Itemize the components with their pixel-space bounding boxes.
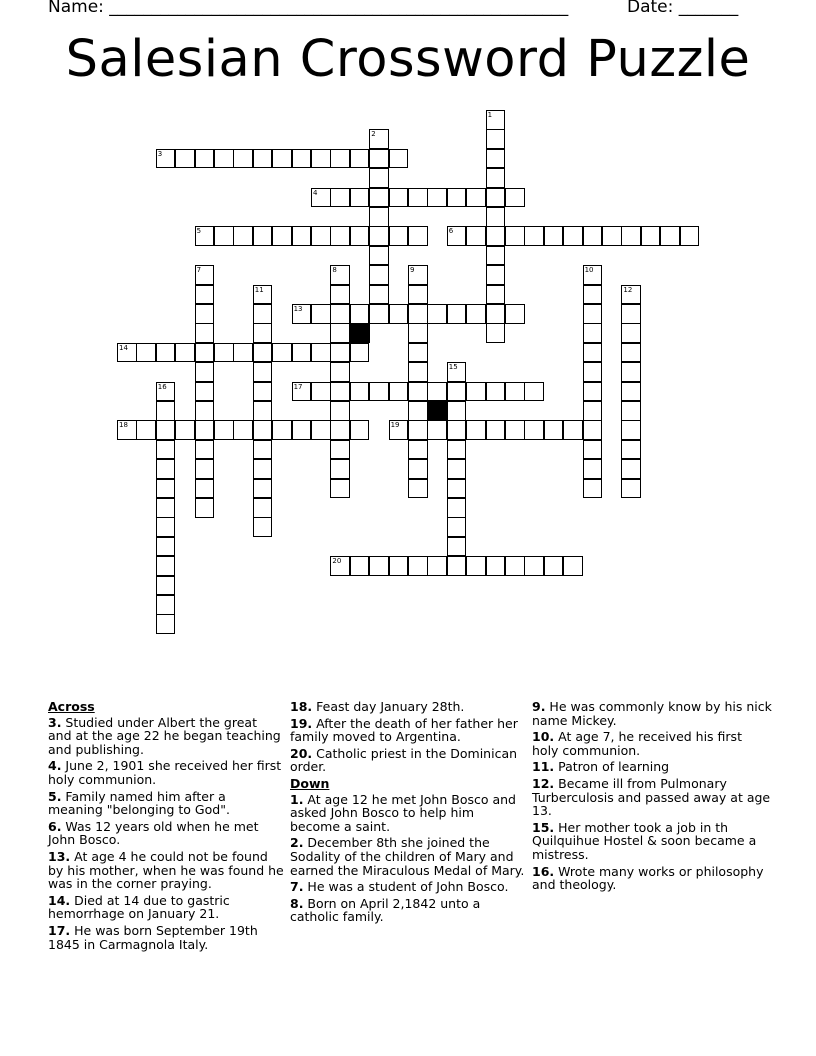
clue-item bbox=[48, 820, 284, 847]
clue-item bbox=[48, 759, 284, 786]
clue-item-text: Catholic priest in the Dominican order. bbox=[290, 745, 518, 775]
clue-item-number: 9. bbox=[532, 699, 546, 714]
clue-item-number: 3. bbox=[48, 714, 62, 730]
grid-cell[interactable] bbox=[214, 226, 234, 246]
grid-cell[interactable] bbox=[466, 556, 486, 576]
grid-cell[interactable] bbox=[408, 362, 428, 382]
grid-cell[interactable] bbox=[156, 537, 176, 557]
down-heading: Down bbox=[290, 775, 330, 791]
grid-cell[interactable] bbox=[505, 556, 525, 576]
grid-cell[interactable] bbox=[156, 479, 176, 499]
grid-cell[interactable] bbox=[156, 440, 176, 460]
grid-cell[interactable] bbox=[583, 285, 603, 305]
grid-cell[interactable] bbox=[583, 479, 603, 499]
grid-cell[interactable] bbox=[330, 343, 350, 363]
grid-cell[interactable] bbox=[330, 149, 350, 169]
clue-item-number: 12. bbox=[532, 775, 555, 791]
grid-cell[interactable] bbox=[486, 382, 506, 402]
grid-cell[interactable] bbox=[486, 265, 506, 285]
clue-item-number: 14. bbox=[48, 892, 71, 908]
grid-cell[interactable] bbox=[505, 420, 525, 440]
grid-cell[interactable] bbox=[350, 304, 370, 324]
grid-cell[interactable] bbox=[486, 226, 506, 246]
grid-cell[interactable] bbox=[486, 246, 506, 266]
clue-number: 13 bbox=[293, 305, 303, 313]
grid-cell[interactable] bbox=[330, 226, 350, 246]
clue-number: 5 bbox=[196, 227, 202, 236]
grid-cell[interactable] bbox=[486, 556, 506, 576]
clue-item bbox=[48, 894, 284, 921]
grid-cell[interactable] bbox=[195, 343, 215, 363]
grid-cell[interactable] bbox=[680, 226, 700, 246]
grid-cell[interactable] bbox=[583, 459, 603, 479]
grid-cell[interactable] bbox=[253, 362, 273, 382]
clue-item-number: 5. bbox=[48, 788, 62, 804]
grid-cell[interactable] bbox=[253, 149, 273, 169]
grid-cell[interactable] bbox=[195, 459, 215, 479]
grid-cell[interactable] bbox=[408, 401, 428, 421]
clue-item-text: December 8th she joined the Sodality of the children of Mary and earned the Miraculous Medal of Mary. bbox=[290, 835, 525, 878]
grid-cell[interactable] bbox=[369, 246, 389, 266]
grid-cell[interactable] bbox=[486, 129, 506, 149]
grid-cell[interactable] bbox=[253, 440, 273, 460]
grid-cell[interactable] bbox=[583, 226, 603, 246]
grid-cell[interactable] bbox=[408, 479, 428, 499]
grid-cell[interactable] bbox=[427, 382, 447, 402]
black-cell bbox=[427, 401, 447, 421]
grid-cell[interactable] bbox=[292, 420, 312, 440]
clue-number: 8 bbox=[332, 266, 337, 275]
grid-cell[interactable] bbox=[583, 343, 603, 363]
grid-cell[interactable] bbox=[427, 556, 447, 576]
grid-cell[interactable] bbox=[447, 537, 467, 557]
grid-cell[interactable] bbox=[486, 168, 506, 188]
grid-cell[interactable] bbox=[447, 440, 467, 460]
clue-item bbox=[290, 747, 526, 774]
grid-cell[interactable] bbox=[505, 226, 525, 246]
grid-cell[interactable] bbox=[156, 517, 176, 537]
grid-cell[interactable] bbox=[233, 226, 253, 246]
clue-item bbox=[48, 850, 284, 891]
grid-cell[interactable] bbox=[408, 556, 428, 576]
grid-cell[interactable] bbox=[447, 556, 467, 576]
grid-cell[interactable] bbox=[486, 285, 506, 305]
grid-cell[interactable] bbox=[389, 226, 409, 246]
grid-cell[interactable] bbox=[214, 420, 234, 440]
clue-item-number: 18. bbox=[290, 699, 313, 714]
clue-number: 20 bbox=[332, 557, 342, 566]
grid-cell[interactable] bbox=[408, 382, 428, 402]
grid-cell[interactable] bbox=[253, 226, 273, 246]
clue-item-text: At age 4 he could not be found by his mother, when he was found he was in the corner praying. bbox=[48, 848, 284, 892]
clue-item-number: 16. bbox=[532, 863, 555, 879]
clue-item-text: He was born September 19th 1845 in Carmagnola Italy. bbox=[48, 922, 258, 952]
grid-cell[interactable] bbox=[389, 149, 409, 169]
clue-item bbox=[290, 836, 526, 877]
grid-cell[interactable] bbox=[524, 556, 544, 576]
clue-item bbox=[48, 790, 284, 817]
clue-number: 10 bbox=[584, 266, 594, 275]
clue-number: 4 bbox=[313, 188, 318, 197]
grid-cell[interactable] bbox=[466, 304, 486, 324]
clues-column-2 bbox=[290, 700, 526, 927]
page-title: Salesian Crossword Puzzle bbox=[65, 30, 751, 89]
grid-cell[interactable] bbox=[195, 323, 215, 343]
grid-cell[interactable] bbox=[563, 226, 583, 246]
clue-item-text: At age 7, he received his first holy communion. bbox=[532, 729, 742, 758]
grid-cell[interactable] bbox=[253, 323, 273, 343]
clue-item-number: 11. bbox=[532, 759, 555, 775]
clue-item-number: 17. bbox=[48, 922, 71, 938]
clue-number: 7 bbox=[196, 266, 202, 275]
grid-cell[interactable] bbox=[175, 149, 195, 169]
clue-item-text: At age 12 he met John Bosco and asked John Bosco to help him become a saint. bbox=[290, 791, 516, 834]
grid-cell[interactable] bbox=[602, 226, 622, 246]
grid-cell[interactable] bbox=[311, 382, 331, 402]
clue-item bbox=[532, 700, 772, 727]
grid-cell[interactable] bbox=[466, 188, 486, 208]
clue-item-text: Became ill from Pulmonary Turberculosis and passed away at age 13. bbox=[532, 775, 771, 819]
grid-cell[interactable] bbox=[292, 149, 312, 169]
grid-cell[interactable] bbox=[621, 479, 641, 499]
grid-cell[interactable] bbox=[583, 304, 603, 324]
grid-cell[interactable] bbox=[408, 304, 428, 324]
grid-cell[interactable] bbox=[621, 401, 641, 421]
grid-cell[interactable] bbox=[621, 440, 641, 460]
grid-cell[interactable] bbox=[447, 382, 467, 402]
grid-cell[interactable] bbox=[156, 556, 176, 576]
grid-cell[interactable] bbox=[195, 285, 215, 305]
grid-cell[interactable] bbox=[486, 188, 506, 208]
grid-cell[interactable] bbox=[408, 226, 428, 246]
grid-cell[interactable] bbox=[253, 498, 273, 518]
grid-cell[interactable] bbox=[389, 304, 409, 324]
grid-cell[interactable] bbox=[389, 382, 409, 402]
clue-number: 17 bbox=[293, 382, 303, 391]
clue-item-text: Wrote many works or philosophy and theology. bbox=[532, 863, 764, 893]
clue-number: 15 bbox=[448, 363, 458, 372]
grid-cell[interactable] bbox=[369, 168, 389, 188]
clue-number: 6 bbox=[448, 227, 454, 236]
grid-cell[interactable] bbox=[466, 226, 486, 246]
grid-cell[interactable] bbox=[156, 459, 176, 479]
clue-item-text: June 2, 1901 she received her first holy communion. bbox=[48, 758, 282, 787]
clue-item-text: He was commonly know by his nick name Mickey. bbox=[532, 699, 772, 728]
grid-cell[interactable] bbox=[195, 362, 215, 382]
grid-cell[interactable] bbox=[156, 401, 176, 421]
grid-cell[interactable] bbox=[505, 188, 525, 208]
clue-number: 3 bbox=[157, 149, 163, 158]
grid-cell[interactable] bbox=[621, 362, 641, 382]
black-cell bbox=[350, 323, 370, 343]
grid-cell[interactable] bbox=[350, 226, 370, 246]
clue-item-text: He was a student of John Bosco. bbox=[303, 879, 509, 895]
grid-cell[interactable] bbox=[156, 498, 176, 518]
grid-cell[interactable] bbox=[350, 420, 370, 440]
clue-item-text: Patron of learning bbox=[554, 759, 670, 775]
clue-item bbox=[290, 897, 526, 924]
grid-cell[interactable] bbox=[583, 382, 603, 402]
grid-cell[interactable] bbox=[369, 188, 389, 208]
grid-cell[interactable] bbox=[330, 362, 350, 382]
grid-cell[interactable] bbox=[369, 226, 389, 246]
clue-number: 1 bbox=[487, 111, 493, 119]
clue-item bbox=[532, 865, 772, 892]
grid-cell[interactable] bbox=[369, 304, 389, 324]
grid-cell[interactable] bbox=[447, 459, 467, 479]
clue-number: 11 bbox=[254, 285, 264, 294]
clue-item bbox=[290, 700, 526, 714]
grid-cell[interactable] bbox=[583, 362, 603, 382]
grid-cell[interactable] bbox=[369, 207, 389, 227]
grid-cell[interactable] bbox=[486, 323, 506, 343]
grid-cell[interactable] bbox=[292, 226, 312, 246]
clue-item bbox=[532, 730, 772, 757]
date-field-label: Date: _______ bbox=[627, 0, 739, 17]
clue-item bbox=[48, 924, 284, 951]
grid-cell[interactable] bbox=[466, 382, 486, 402]
grid-cell[interactable] bbox=[524, 382, 544, 402]
clues-column-3 bbox=[532, 700, 772, 895]
grid-cell[interactable] bbox=[156, 343, 176, 363]
grid-cell[interactable] bbox=[621, 420, 641, 440]
grid-cell[interactable] bbox=[563, 420, 583, 440]
grid-cell[interactable] bbox=[195, 149, 215, 169]
grid-cell[interactable] bbox=[350, 149, 370, 169]
grid-cell[interactable] bbox=[408, 343, 428, 363]
grid-cell[interactable] bbox=[253, 343, 273, 363]
clue-item-text: Was 12 years old when he met John Bosco. bbox=[48, 818, 259, 848]
grid-cell[interactable] bbox=[253, 401, 273, 421]
grid-cell[interactable] bbox=[621, 343, 641, 363]
grid-cell[interactable] bbox=[486, 304, 506, 324]
grid-cell[interactable] bbox=[369, 382, 389, 402]
grid-cell[interactable] bbox=[486, 149, 506, 169]
clue-item-number: 2. bbox=[290, 835, 304, 851]
grid-cell[interactable] bbox=[330, 440, 350, 460]
clue-item-text: Studied under Albert the great and at the age 22 he began teaching and publishing. bbox=[48, 714, 281, 757]
grid-cell[interactable] bbox=[524, 226, 544, 246]
grid-cell[interactable] bbox=[272, 420, 292, 440]
grid-cell[interactable] bbox=[486, 207, 506, 227]
grid-cell[interactable] bbox=[583, 323, 603, 343]
clue-item bbox=[532, 760, 772, 774]
clue-number: 2 bbox=[371, 130, 376, 139]
grid-cell[interactable] bbox=[214, 343, 234, 363]
grid-cell[interactable] bbox=[350, 188, 370, 208]
grid-cell[interactable] bbox=[427, 304, 447, 324]
clues-column-1 bbox=[48, 700, 284, 954]
clue-item-text: Family named him after a meaning "belonging to God". bbox=[48, 788, 230, 818]
grid-cell[interactable] bbox=[156, 614, 176, 634]
grid-cell[interactable] bbox=[253, 420, 273, 440]
grid-cell[interactable] bbox=[330, 401, 350, 421]
grid-cell[interactable] bbox=[447, 479, 467, 499]
grid-cell[interactable] bbox=[292, 343, 312, 363]
grid-cell[interactable] bbox=[156, 420, 176, 440]
grid-cell[interactable] bbox=[253, 459, 273, 479]
clue-item bbox=[48, 716, 284, 757]
grid-cell[interactable] bbox=[175, 343, 195, 363]
grid-cell[interactable] bbox=[583, 420, 603, 440]
grid-cell[interactable] bbox=[505, 304, 525, 324]
grid-cell[interactable] bbox=[330, 382, 350, 402]
grid-cell[interactable] bbox=[447, 188, 467, 208]
clue-item bbox=[290, 880, 526, 894]
grid-cell[interactable] bbox=[350, 343, 370, 363]
grid-cell[interactable] bbox=[447, 420, 467, 440]
grid-cell[interactable] bbox=[233, 343, 253, 363]
grid-cell[interactable] bbox=[621, 323, 641, 343]
grid-cell[interactable] bbox=[621, 382, 641, 402]
clue-item-text: Her mother took a job in th Quilquihue Hostel & soon became a mistress. bbox=[532, 819, 757, 862]
grid-cell[interactable] bbox=[427, 188, 447, 208]
grid-cell[interactable] bbox=[447, 401, 467, 421]
grid-cell[interactable] bbox=[330, 285, 350, 305]
clue-number: 16 bbox=[157, 382, 167, 391]
grid-cell[interactable] bbox=[621, 226, 641, 246]
clue-item bbox=[532, 821, 772, 862]
grid-cell[interactable] bbox=[195, 401, 215, 421]
grid-cell[interactable] bbox=[447, 304, 467, 324]
grid-cell[interactable] bbox=[253, 479, 273, 499]
grid-cell[interactable] bbox=[544, 420, 564, 440]
grid-cell[interactable] bbox=[389, 188, 409, 208]
grid-cell[interactable] bbox=[369, 265, 389, 285]
clue-item-number: 20. bbox=[290, 745, 313, 761]
clue-item-text: Feast day January 28th. bbox=[312, 699, 465, 714]
grid-cell[interactable] bbox=[408, 459, 428, 479]
grid-cell[interactable] bbox=[272, 226, 292, 246]
grid-cell[interactable] bbox=[195, 440, 215, 460]
grid-cell[interactable] bbox=[253, 382, 273, 402]
clue-item bbox=[290, 793, 526, 834]
grid-cell[interactable] bbox=[621, 459, 641, 479]
grid-cell[interactable] bbox=[330, 323, 350, 343]
grid-cell[interactable] bbox=[660, 226, 680, 246]
grid-cell[interactable] bbox=[369, 556, 389, 576]
grid-cell[interactable] bbox=[195, 479, 215, 499]
grid-cell[interactable] bbox=[621, 304, 641, 324]
grid-cell[interactable] bbox=[447, 517, 467, 537]
grid-cell[interactable] bbox=[408, 440, 428, 460]
clue-number: 18 bbox=[119, 421, 128, 430]
grid-cell[interactable] bbox=[369, 285, 389, 305]
clue-number: 14 bbox=[119, 343, 128, 352]
grid-cell[interactable] bbox=[233, 420, 253, 440]
grid-cell[interactable] bbox=[641, 226, 661, 246]
clue-item bbox=[532, 777, 772, 818]
grid-cell[interactable] bbox=[136, 420, 156, 440]
clue-number: 19 bbox=[390, 421, 400, 430]
clue-number: 12 bbox=[623, 285, 633, 294]
clue-item bbox=[290, 717, 526, 744]
clue-item-number: 15. bbox=[532, 819, 555, 835]
name-field-label: Name: ______________________________________________________ bbox=[48, 0, 569, 17]
grid-cell[interactable] bbox=[330, 188, 350, 208]
grid-cell[interactable] bbox=[447, 498, 467, 518]
clue-item-number: 1. bbox=[290, 791, 304, 807]
grid-cell[interactable] bbox=[311, 304, 331, 324]
grid-cell[interactable] bbox=[156, 576, 176, 596]
grid-cell[interactable] bbox=[195, 420, 215, 440]
grid-cell[interactable] bbox=[505, 382, 525, 402]
clue-item-number: 19. bbox=[290, 715, 313, 731]
clue-item-number: 7. bbox=[290, 879, 304, 895]
grid-cell[interactable] bbox=[156, 595, 176, 615]
grid-cell[interactable] bbox=[311, 149, 331, 169]
grid-cell[interactable] bbox=[524, 420, 544, 440]
clue-item-text: After the death of her father her family moved to Argentina. bbox=[290, 715, 518, 745]
grid-cell[interactable] bbox=[136, 343, 156, 363]
grid-cell[interactable] bbox=[544, 226, 564, 246]
grid-cell[interactable] bbox=[544, 556, 564, 576]
grid-cell[interactable] bbox=[408, 285, 428, 305]
grid-cell[interactable] bbox=[583, 401, 603, 421]
grid-cell[interactable] bbox=[563, 556, 583, 576]
clue-item-number: 4. bbox=[48, 758, 62, 774]
grid-cell[interactable] bbox=[408, 188, 428, 208]
clue-item-number: 13. bbox=[48, 848, 71, 864]
grid-cell[interactable] bbox=[427, 420, 447, 440]
grid-cell[interactable] bbox=[408, 323, 428, 343]
clue-item-number: 8. bbox=[290, 895, 304, 911]
grid-cell[interactable] bbox=[195, 498, 215, 518]
grid-cell[interactable] bbox=[272, 149, 292, 169]
clue-item-text: Died at 14 due to gastric hemorrhage on January 21. bbox=[48, 892, 230, 922]
grid-cell[interactable] bbox=[330, 304, 350, 324]
grid-cell[interactable] bbox=[583, 440, 603, 460]
grid-cell[interactable] bbox=[311, 226, 331, 246]
grid-cell[interactable] bbox=[195, 304, 215, 324]
grid-cell[interactable] bbox=[175, 420, 195, 440]
grid-cell[interactable] bbox=[466, 420, 486, 440]
grid-cell[interactable] bbox=[389, 556, 409, 576]
grid-cell[interactable] bbox=[330, 420, 350, 440]
grid-cell[interactable] bbox=[233, 149, 253, 169]
clue-item-number: 10. bbox=[532, 729, 555, 745]
grid-cell[interactable] bbox=[214, 149, 234, 169]
clue-number: 9 bbox=[410, 266, 415, 275]
grid-cell[interactable] bbox=[330, 479, 350, 499]
grid-cell[interactable] bbox=[253, 517, 273, 537]
grid-cell[interactable] bbox=[195, 382, 215, 402]
grid-cell[interactable] bbox=[253, 304, 273, 324]
grid-cell[interactable] bbox=[369, 149, 389, 169]
grid-cell[interactable] bbox=[272, 343, 292, 363]
grid-cell[interactable] bbox=[330, 459, 350, 479]
grid-cell[interactable] bbox=[350, 382, 370, 402]
grid-cell[interactable] bbox=[486, 420, 506, 440]
grid-cell[interactable] bbox=[311, 343, 331, 363]
clue-item-text: Born on April 2,1842 unto a catholic family. bbox=[290, 895, 481, 925]
across-heading: Across bbox=[48, 699, 95, 714]
grid-cell[interactable] bbox=[408, 420, 428, 440]
grid-cell[interactable] bbox=[350, 556, 370, 576]
grid-cell[interactable] bbox=[311, 420, 331, 440]
clue-item-number: 6. bbox=[48, 818, 62, 834]
